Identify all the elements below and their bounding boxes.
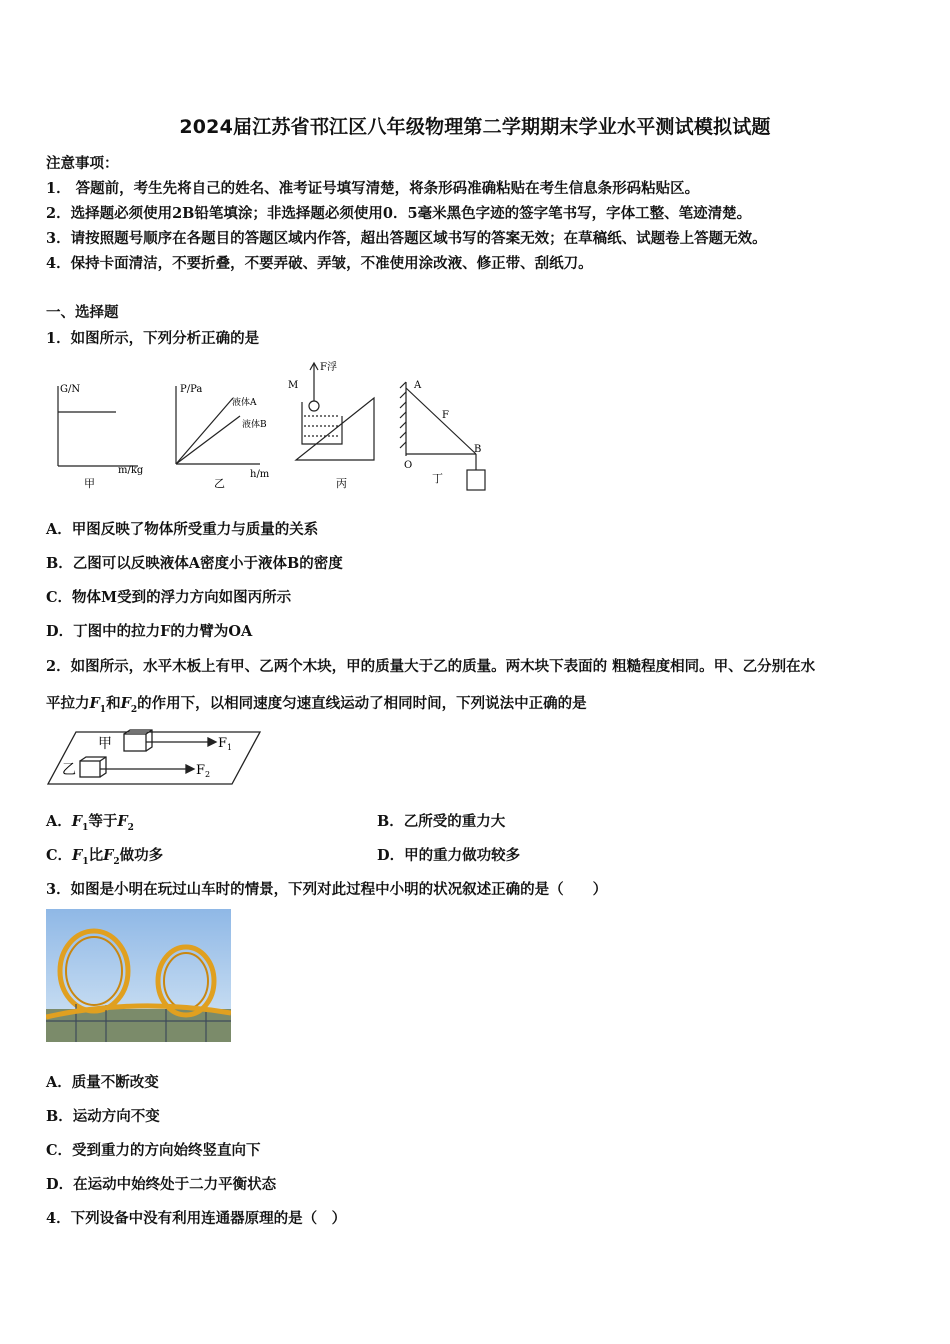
opt-prefix: A． — [46, 813, 72, 830]
fig-label-f1: F — [218, 736, 228, 751]
q3-option[interactable]: C．受到重力的方向始终竖直向下 — [46, 1142, 261, 1159]
graph-jia — [58, 386, 138, 466]
bing-caption: 丙 — [336, 477, 347, 490]
ding-point-o: O — [404, 460, 413, 471]
jia-xlabel: m/kg — [118, 465, 144, 476]
force-f1-sub: 1 — [82, 856, 89, 867]
question-2-stem: 2．如图所示，水平木板上有甲、乙两个木块，甲的质量大于乙的质量。两木块下表面的 粗糙程度相同。甲、乙分别在水 — [46, 658, 816, 675]
question-2-stem-cont — [46, 692, 587, 715]
opt-prefix: C． — [46, 847, 73, 864]
ding-force-f: F — [442, 410, 449, 421]
force-f1-sub: 1 — [82, 822, 89, 833]
q2-option-a[interactable] — [46, 810, 134, 833]
yi-ylabel: P/Pa — [180, 384, 203, 395]
yi-line-b: 液体B — [242, 420, 267, 430]
yi-xlabel: h/m — [250, 469, 270, 480]
bing-force-label: F浮 — [320, 362, 337, 373]
q1-option[interactable]: B．乙图可以反映液体A密度小于液体B的密度 — [46, 555, 343, 572]
opt-text: 比 — [88, 847, 104, 864]
yi-line-a: 液体A — [232, 398, 257, 408]
stem-text: 的作用下，以相同速度匀速直线运动了相同时间，下列说法中正确的是 — [137, 695, 587, 712]
stem-text: 和 — [106, 695, 121, 712]
notice-item: 1． 答题前，考生先将自己的姓名、准考证号填写清楚，将条形码准确粘贴在考生信息条形码粘贴区。 — [46, 180, 700, 197]
q3-option[interactable]: B．运动方向不变 — [46, 1108, 160, 1125]
yi-caption: 乙 — [214, 477, 225, 490]
force-f1: F — [72, 847, 83, 864]
opt-text: 做功多 — [119, 847, 164, 864]
fig-label-f2-sub: 2 — [205, 770, 211, 779]
fig-label-f2: F — [196, 763, 206, 778]
fig-label-yi: 乙 — [62, 762, 76, 778]
force-f2-sub: 2 — [127, 822, 134, 833]
force-f1: F — [89, 695, 100, 712]
ding-caption: 丁 — [432, 472, 443, 485]
notice-heading: 注意事项： — [46, 155, 119, 172]
force-f2: F — [103, 847, 114, 864]
fig-label-f1-sub: 1 — [227, 743, 233, 752]
force-f1-sub: 1 — [99, 704, 107, 715]
force-f2-sub: 2 — [113, 856, 120, 867]
force-f2-sub: 2 — [130, 704, 138, 715]
q2-option-c[interactable] — [46, 844, 163, 867]
section-heading: 一、选择题 — [46, 304, 119, 321]
ding-point-a: A — [414, 380, 422, 391]
graph-bing — [296, 363, 374, 460]
roller-coaster-photo — [46, 909, 231, 1042]
question-4-stem: 4．下列设备中没有利用连通器原理的是（ ） — [46, 1210, 347, 1227]
q3-option[interactable]: D．在运动中始终处于二力平衡状态 — [46, 1176, 277, 1193]
q1-option[interactable]: C．物体M受到的浮力方向如图丙所示 — [46, 589, 292, 606]
jia-caption: 甲 — [84, 477, 95, 490]
opt-text: 等于 — [88, 813, 118, 830]
q2-option-b[interactable]: B．乙所受的重力大 — [377, 813, 506, 830]
ding-point-b: B — [474, 444, 482, 455]
force-f2: F — [120, 695, 131, 712]
q1-option[interactable]: D．丁图中的拉力F的力臂为OA — [46, 623, 253, 640]
fig-label-jia: 甲 — [98, 736, 112, 752]
force-f1: F — [71, 813, 83, 830]
q2-figure — [46, 728, 266, 788]
notice-item: 3．请按照题号顺序在各题目的答题区域内作答，超出答题区域书写的答案无效；在草稿纸、试题卷上答题无效。 — [46, 230, 767, 247]
q1-figure — [46, 356, 506, 496]
block-jia — [124, 734, 146, 751]
page-title: 2024届江苏省邗江区八年级物理第二学期期末学业水平测试模拟试题 — [179, 116, 771, 138]
q2-option-d[interactable]: D．甲的重力做功较多 — [377, 847, 521, 864]
jia-ylabel: G/N — [60, 384, 81, 395]
question-1-stem: 1．如图所示，下列分析正确的是 — [46, 330, 260, 347]
block-yi — [80, 761, 100, 777]
question-3-stem: 3．如图是小明在玩过山车时的情景，下列对此过程中小明的状况叙述正确的是（ ） — [46, 881, 608, 898]
notice-item: 4．保持卡面清洁，不要折叠，不要弄破、弄皱，不准使用涂改液、修正带、刮纸刀。 — [46, 255, 593, 272]
force-f2: F — [117, 813, 128, 830]
bing-object-label: M — [288, 380, 299, 391]
stem-text: 平拉力 — [46, 695, 90, 712]
q1-option[interactable]: A．甲图反映了物体所受重力与质量的关系 — [46, 521, 319, 538]
notice-item: 2．选择题必须使用2B铅笔填涂；非选择题必须使用0．5毫米黑色字迹的签字笔书写，字体工整、笔迹清楚。 — [46, 205, 752, 222]
q3-option[interactable]: A．质量不断改变 — [46, 1074, 159, 1091]
